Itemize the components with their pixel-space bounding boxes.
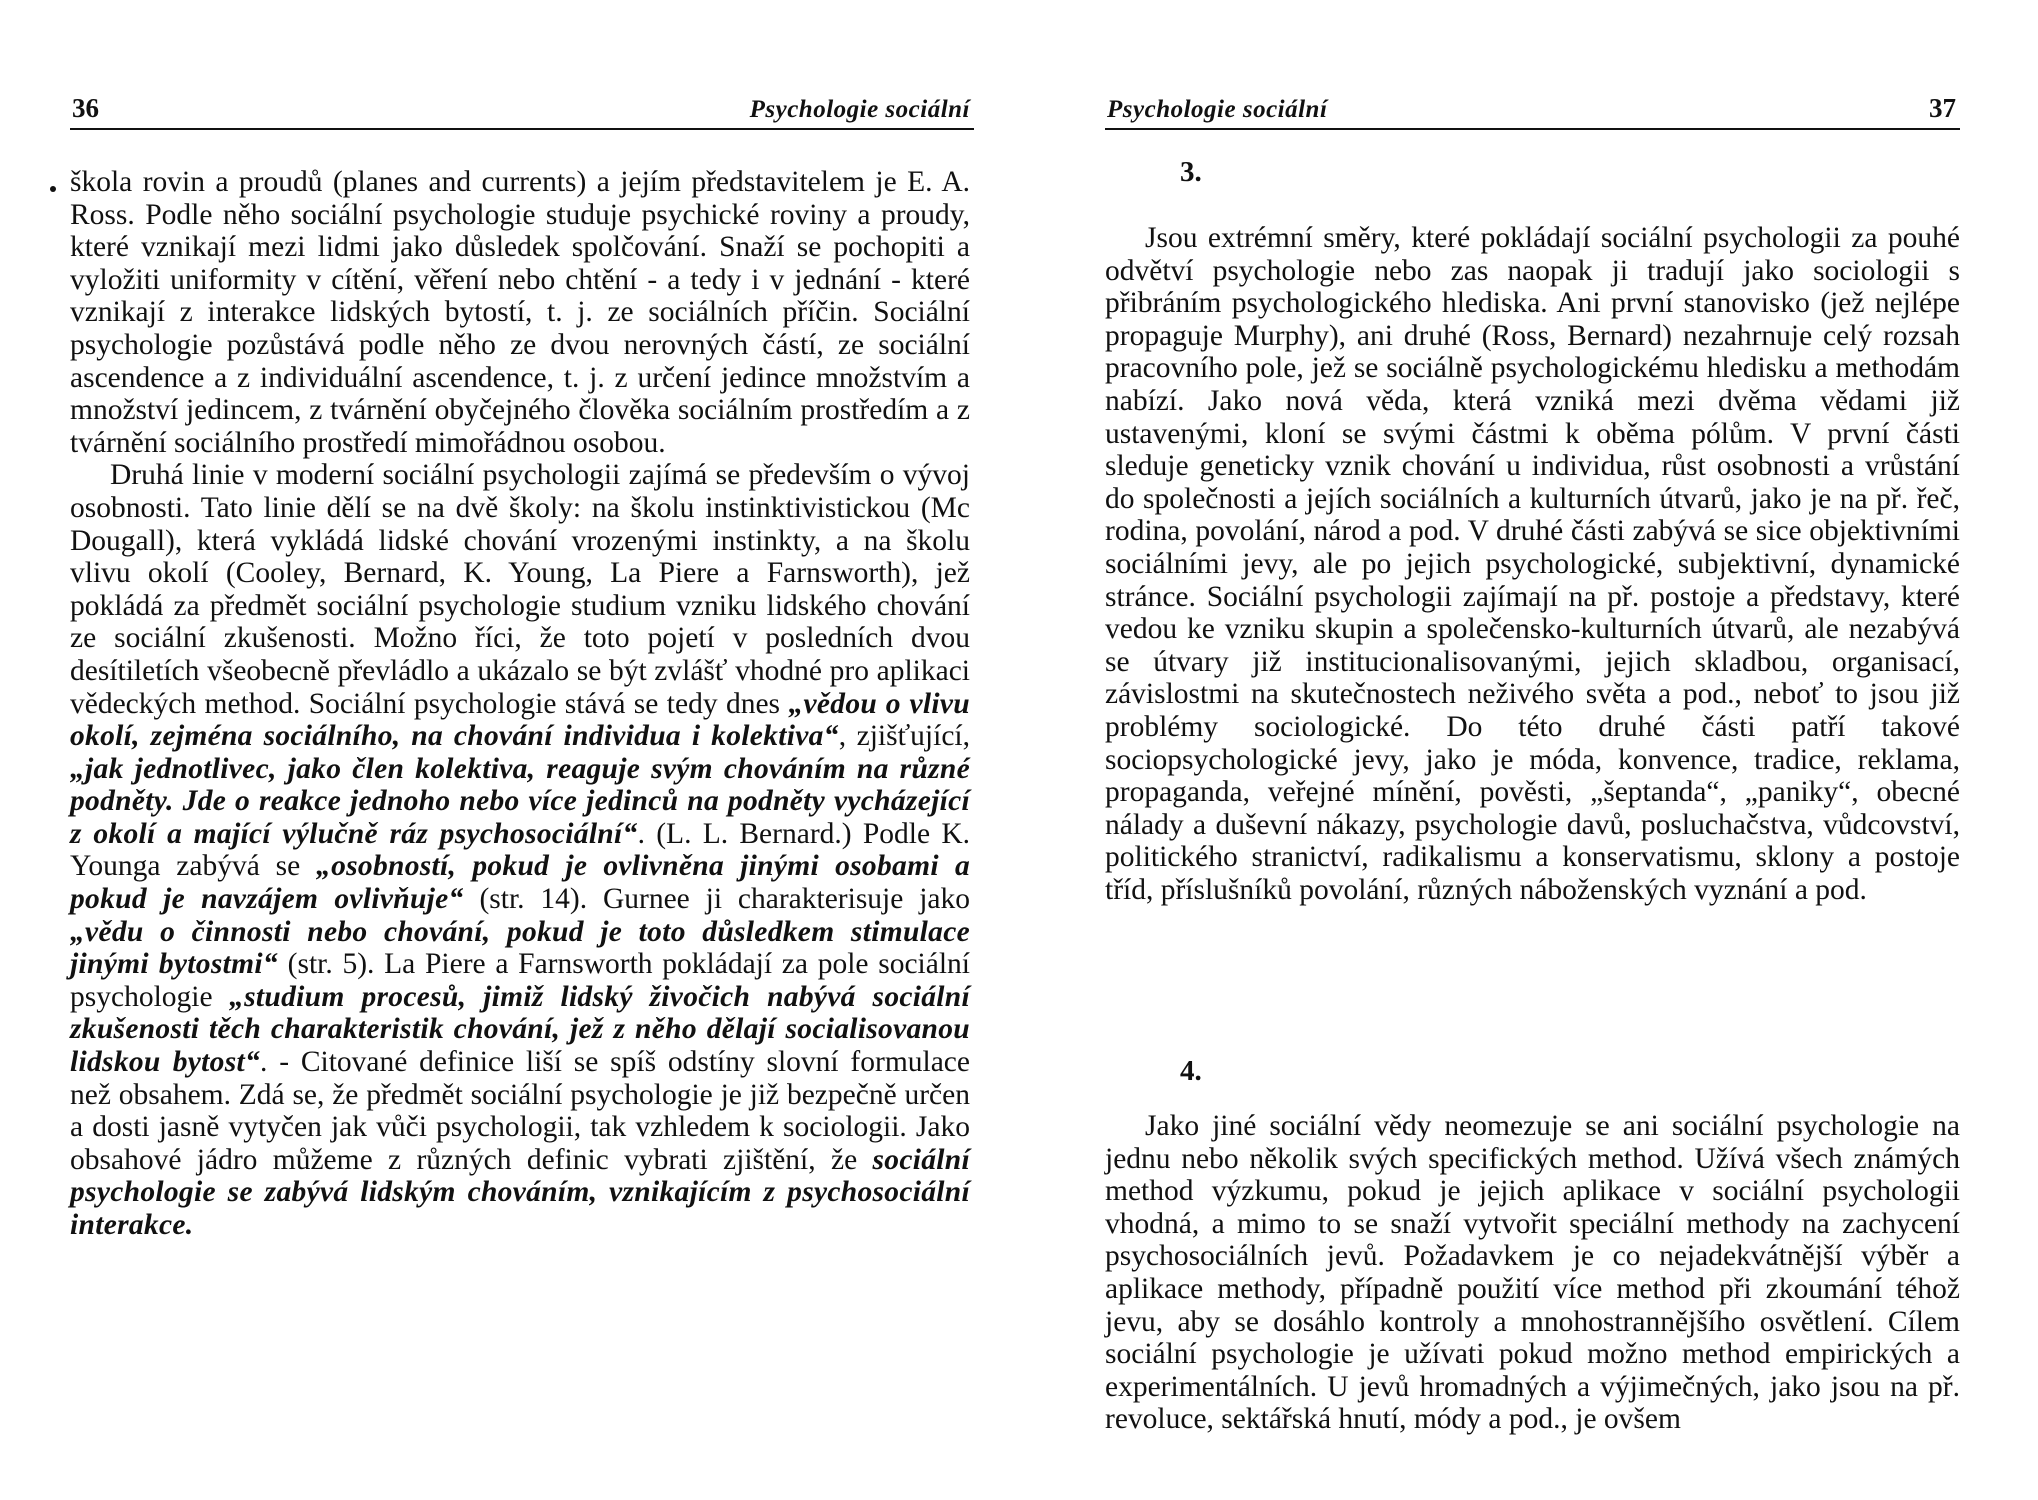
emphasized-text: „studium procesů, jimiž lidský živočich nabývá sociální zkušenosti těch charakteristik chování, jež z něho dělají socialisovanou lidskou bytost“: [70, 980, 971, 1079]
left-page-body: [70, 166, 970, 1242]
text-run: . (L. L. Bernard.) Podle K. Younga zabývá se: [70, 817, 971, 883]
section-4-body: [1105, 1110, 1960, 1436]
text-run: . - Citované definice liší se spíš odstíny slovní formulace než obsahem. Zdá se, že předmět sociální psychologie je již bezpečně určen a dosti jasně vytyčen jak vůči psychologii, tak vzhledem k sociologii. Jako obsahové jádro můžeme z různých definic vybrati zjištění, že: [70, 1046, 970, 1176]
text-run: Jsou extrémní směry, které pokládají sociální psychologii za pouhé odvětví psychologie nebo zas naopak ji tradují jako sociologii s přibráním psychologického hlediska. Ani první stanovisko (jež nejlépe propaguje Murphy), ani druhé (Ross, Bernard) nezahrnuje celý rozsah pracovního pole, jež se sociálně psychologickému hledisku a methodám nabízí. Jako nová věda, která vzniká mezi dvěma vědami již ustavenými, kloní se svými částmi k oběma pólům. V první části sleduje geneticky vznik chování u individua, růst osobnosti a vrůstání do společnosti a jejích sociálních a kulturních útvarů, jako je na př. řeč, rodina, povolání, národ a pod. V druhé části zabývá se sice objektivními sociálními jevy, ale po jejich psychologické, subjektivní, dynamické stránce. Sociální psychologii zajímají na př. postoje a představy, které vedou ke vzniku skupin a společensko-kulturních útvarů, ale nezabývá se útvary již institucionalisovanými, jejich skladbou, organisací, závislostmi na skutečnostech neživého světa a pod., neboť to jsou již problémy sociologické. Do této druhé části patří takové sociopsychologické jevy, jako je móda, konvence, tradice, reklama, propaganda, veřejné mínění, pověsti, „šeptanda“, „paniky“, obecné nálady a duševní nákazy, psychologie davů, posluchačstva, vůdcovství, politického stranictví, radikalismu a konservatismu, sklony a postoje tříd, příslušníků povolání, různých náboženských vyznání a pod.: [1105, 222, 1960, 906]
emphasized-text: „vědou o vlivu okolí, zejména sociálního, na chování individua i kolektiva“: [70, 687, 971, 753]
text-run: , zjišťující,: [838, 720, 970, 753]
paragraph: [70, 166, 970, 459]
page-number: 36: [72, 93, 99, 123]
section-number: 3.: [1180, 156, 1202, 188]
text-run: (str. 14). Gurnee ji charakterisuje jako: [463, 883, 970, 916]
section-3-body: [1105, 222, 1960, 906]
paragraph: [1105, 222, 1960, 906]
margin-dot-mark: [50, 186, 56, 192]
paragraph: [1105, 1110, 1960, 1436]
paragraph: [70, 459, 970, 1241]
page-number: 37: [1929, 93, 1956, 123]
emphasized-text: „jak jednotlivec, jako člen kolektiva, reaguje svým chováním na různé podněty. Jde o reakce jednoho nebo více jedinců na podněty vycházející z okolí a mající výlučně ráz psychosociální“: [70, 752, 970, 850]
text-run: Jako jiné sociální vědy neomezuje se ani sociální psychologie na jednu nebo několik svých specifických method. Užívá všech známých method výzkumu, pokud je jejich aplikace v sociální psychologii vhodná, a mimo to se snaží vytvořit speciální methody na zachycení psychosociálních jevů. Požadavkem je co nejadekvátnější výběr a aplikace methody, případně použití více method při zkoumání téhož jevu, aby se dosáhlo kontroly a mnohostrannějšího osvětlení. Cílem sociální psychologie je užívati pokud možno method empirických a experimentálních. U jevů hromadných a výjimečných, jako jsou na př. revoluce, sektářská hnutí, módy a pod., je ovšem: [1105, 1110, 1960, 1436]
running-head-right: [1105, 88, 1960, 130]
running-head-left: [70, 88, 974, 130]
section-number: 4.: [1180, 1055, 1202, 1087]
running-head-title: Psychologie sociální: [749, 96, 970, 123]
emphasized-text: „osobností, pokud je ovlivněna jinými osobami a pokud je navzájem ovlivňuje“: [70, 850, 970, 916]
text-run: Druhá linie v moderní sociální psychologii zajímá se především o vývoj osobnosti. Tato linie dělí se na dvě školy: na školu instinktivistickou (Mc Dougall), která vykládá lidské chování vrozenými instinkty, a na školu vlivu okolí (Cooley, Bernard, K. Young, La Piere a Farnsworth), jež pokládá za předmět sociální psychologie studium vzniku lidského chování ze sociální zkušenosti. Možno říci, že toto pojetí v posledních dvou desítiletích všeobecně převládlo a ukázalo se být zvlášť vhodné pro aplikaci vědeckých method. Sociální psychologie stává se tedy dnes: [70, 459, 970, 720]
emphasized-text: „vědu o činnosti nebo chování, pokud je toto důsledkem stimulace jinými bytostmi“: [70, 915, 970, 981]
text-run: (str. 5). La Piere a Farnsworth pokládají za pole sociální psychologie: [70, 948, 970, 1013]
emphasized-text: sociální psychologie se zabývá lidským chováním, vznikajícím z psychosociální interakce.: [70, 1143, 970, 1241]
running-head-title: Psychologie sociální: [1107, 96, 1328, 123]
text-run: škola rovin a proudů (planes and currents) a jejím představitelem je E. A. Ross. Podle něho sociální psychologie studuje psychické roviny a proudy, které vznikají mezi lidmi jako důsledek spolčování. Snaží se pochopiti a vyložiti uniformity v cítění, věření nebo chtění - a tedy i v jednání - které vznikají z interakce lidských bytostí, t. j. ze sociálních příčin. Sociální psychologie pozůstává podle něho ze dvou nerovných částí, ze sociální ascendence a z individuální ascendence, t. j. z určení jedince množstvím a množství jedincem, z tvárnění obyčejného člověka sociálním prostředím a z tvárnění sociálního prostředí mimořádnou osobou.: [70, 166, 970, 459]
